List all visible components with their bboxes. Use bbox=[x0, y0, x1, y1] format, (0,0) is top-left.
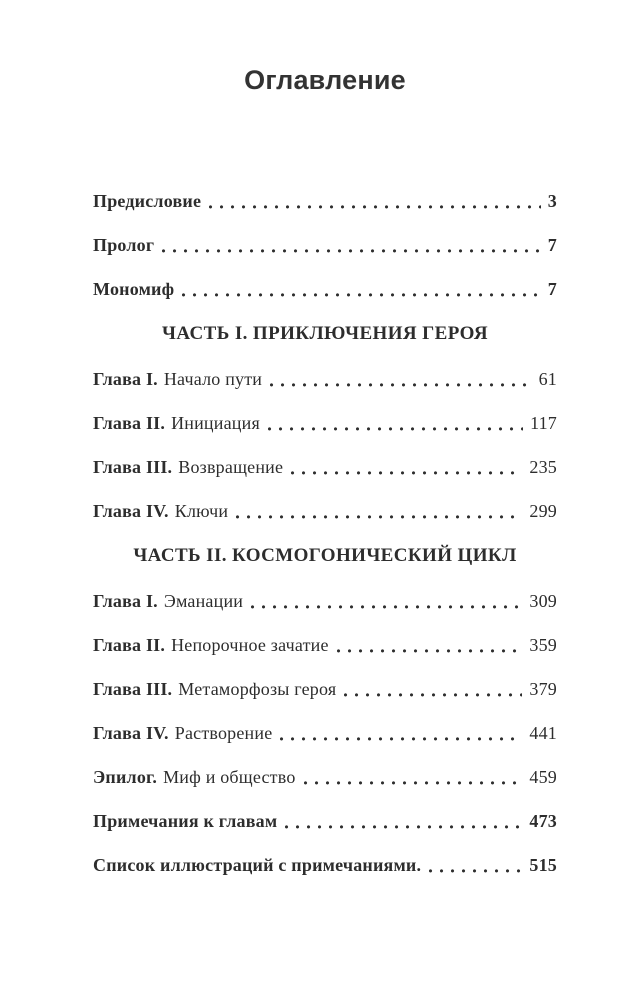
dot-leader bbox=[209, 190, 541, 212]
dot-leader bbox=[429, 854, 522, 876]
toc-entry-page: 473 bbox=[529, 811, 557, 831]
toc-entry-label: Пролог bbox=[93, 235, 155, 255]
toc-entry-page: 309 bbox=[529, 591, 557, 611]
toc-entry-page: 515 bbox=[529, 855, 557, 875]
toc-entry-p1-ch3[interactable] bbox=[93, 456, 557, 478]
toc-entry-p1-ch1[interactable] bbox=[93, 368, 557, 390]
toc-entry-title: Метаморфозы героя bbox=[178, 679, 337, 699]
toc-entry-page: 459 bbox=[529, 767, 557, 787]
toc-entry-label: Глава III. bbox=[93, 457, 173, 477]
toc-entry-label: Глава III. bbox=[93, 679, 173, 699]
toc-entry-epilogue[interactable] bbox=[93, 766, 557, 788]
toc-entry-page: 7 bbox=[547, 235, 557, 255]
toc-entry-label: Примечания к главам bbox=[93, 811, 278, 831]
toc-entry-page: 359 bbox=[529, 635, 557, 655]
toc-entry-page: 3 bbox=[547, 191, 557, 211]
dot-leader bbox=[251, 590, 522, 612]
toc-entry-p2-ch2[interactable] bbox=[93, 634, 557, 656]
toc-entry-p2-ch1[interactable] bbox=[93, 590, 557, 612]
toc-entry-page: 299 bbox=[529, 501, 557, 521]
toc-entry-illustrations[interactable] bbox=[93, 854, 557, 876]
dot-leader bbox=[280, 722, 522, 744]
dot-leader bbox=[236, 500, 522, 522]
dot-leader bbox=[270, 368, 531, 390]
toc-entry-page: 61 bbox=[538, 369, 557, 389]
toc-entry-page: 379 bbox=[529, 679, 557, 699]
dot-leader bbox=[268, 412, 523, 434]
toc-entry-monomyth[interactable] bbox=[93, 278, 557, 300]
toc-entry-page: 441 bbox=[529, 723, 557, 743]
toc-entry-title: Миф и общество bbox=[163, 767, 296, 787]
toc-entry-title: Ключи bbox=[174, 501, 229, 521]
toc-entry-label: Глава I. bbox=[93, 591, 158, 611]
toc-entry-label: Глава IV. bbox=[93, 723, 169, 743]
toc-entry-page: 117 bbox=[530, 413, 557, 433]
toc-entry-p1-ch2[interactable] bbox=[93, 412, 557, 434]
toc-entry-label: Эпилог. bbox=[93, 767, 158, 787]
toc-entry-page: 7 bbox=[547, 279, 557, 299]
toc-list bbox=[93, 190, 557, 876]
toc-entry-label: Глава I. bbox=[93, 369, 158, 389]
toc-entry-prologue[interactable] bbox=[93, 234, 557, 256]
toc-entry-notes[interactable] bbox=[93, 810, 557, 832]
toc-entry-label: Глава IV. bbox=[93, 501, 169, 521]
toc-entry-title: Инициация bbox=[171, 413, 260, 433]
toc-entry-title: Непорочное зачатие bbox=[171, 635, 329, 655]
dot-leader bbox=[182, 278, 541, 300]
dot-leader bbox=[304, 766, 523, 788]
toc-entry-page: 235 bbox=[529, 457, 557, 477]
dot-leader bbox=[162, 234, 541, 256]
toc-entry-label: Глава II. bbox=[93, 635, 166, 655]
dot-leader bbox=[285, 810, 522, 832]
toc-entry-title: Растворение bbox=[174, 723, 273, 743]
toc-entry-title: Возвращение bbox=[178, 457, 284, 477]
part1-heading: ЧАСТЬ I. ПРИКЛЮЧЕНИЯ ГЕРОЯ bbox=[162, 323, 488, 344]
toc-entry-preface[interactable] bbox=[93, 190, 557, 212]
page-title: Оглавление bbox=[244, 65, 406, 95]
part2-heading: ЧАСТЬ II. КОСМОГОНИЧЕСКИЙ ЦИКЛ bbox=[133, 545, 517, 566]
dot-leader bbox=[344, 678, 522, 700]
toc-entry-p2-ch3[interactable] bbox=[93, 678, 557, 700]
toc-entry-label: Предисловие bbox=[93, 191, 202, 211]
toc-entry-label: Список иллюстраций с примечаниями. bbox=[93, 855, 422, 875]
toc-entry-p2-ch4[interactable] bbox=[93, 722, 557, 744]
toc-entry-title: Эманации bbox=[163, 591, 244, 611]
toc-entry-p1-ch4[interactable] bbox=[93, 500, 557, 522]
toc-entry-label: Глава II. bbox=[93, 413, 166, 433]
toc-entry-title: Начало пути bbox=[163, 369, 263, 389]
dot-leader bbox=[291, 456, 522, 478]
dot-leader bbox=[337, 634, 523, 656]
toc-entry-label: Мономиф bbox=[93, 279, 175, 299]
